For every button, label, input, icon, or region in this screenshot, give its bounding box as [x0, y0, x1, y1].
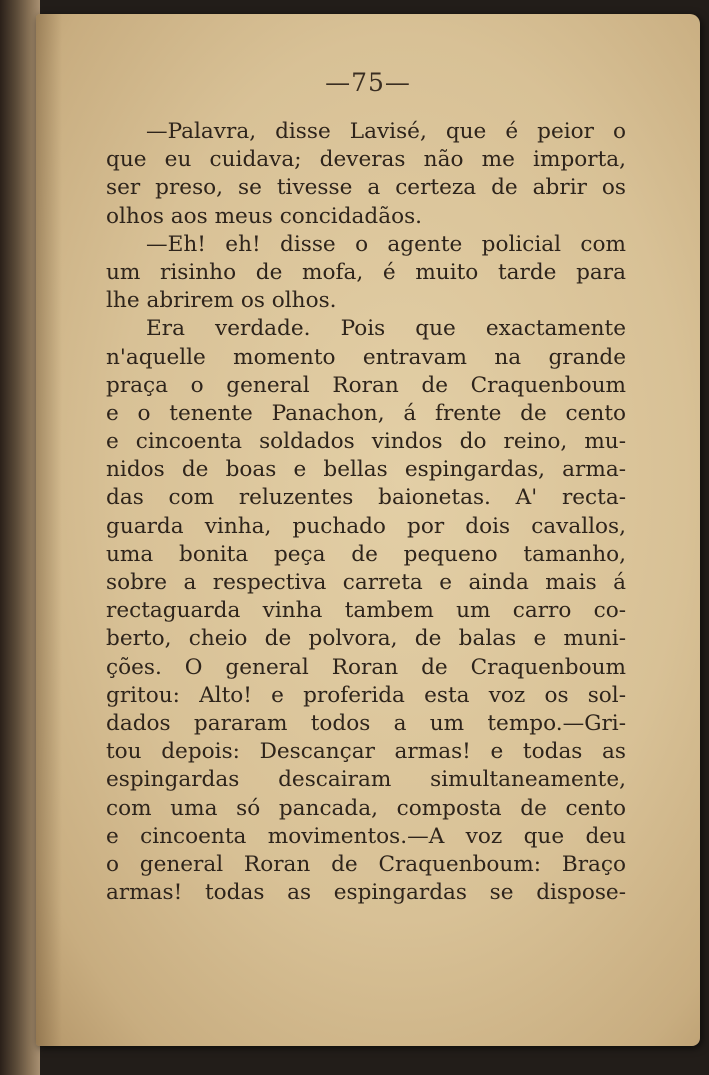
text-line: berto, cheio de polvora, de balas e muni- [106, 626, 626, 652]
text-line: que eu cuidava; deveras não me importa, [106, 147, 626, 173]
text-line: nidos de boas e bellas espingardas, arma- [106, 457, 626, 483]
text-line: gritou: Alto! e proferida esta voz os sol- [106, 682, 626, 708]
text-line: tou depois: Descançar armas! e todas as [106, 739, 626, 765]
text-line: lhe abrirem os olhos. [106, 288, 337, 314]
text-line: dados pararam todos a um tempo.—Gri- [106, 710, 626, 736]
text-line: olhos aos meus concidadãos. [106, 203, 423, 229]
text-line: armas! todas as espingardas se dispose- [106, 880, 626, 906]
text-line: e o tenente Panachon, á frente de cento [106, 400, 626, 426]
text-line: e cincoenta movimentos.—A voz que deu [106, 823, 626, 849]
text-line: Era verdade. Pois que exactamente [146, 316, 626, 342]
text-line: uma bonita peça de pequeno tamanho, [106, 541, 626, 567]
body-text [106, 118, 626, 907]
text-line: com uma só pancada, composta de cento [106, 795, 626, 821]
text-line: praça o general Roran de Craquenboum [106, 372, 626, 398]
text-line: guarda vinha, puchado por dois cavallos, [106, 513, 626, 539]
text-line: —Palavra, disse Lavisé, que é peior o [146, 119, 626, 144]
book-spine [0, 0, 40, 1075]
page-sheet [36, 14, 700, 1046]
text-line: sobre a respectiva carreta e ainda mais á [106, 570, 626, 595]
text-line: um risinho de mofa, é muito tarde para [106, 259, 626, 285]
page-number: —75— [325, 68, 411, 97]
text-line: das com reluzentes baionetas. A' recta- [106, 485, 626, 511]
text-line: o general Roran de Craquenboum: Braço [106, 851, 626, 877]
text-line: ções. O general Roran de Craquenboum [106, 654, 626, 680]
text-line: e cincoenta soldados vindos do reino, mu- [106, 429, 626, 455]
text-line: espingardas descairam simultaneamente, [106, 767, 626, 793]
text-line: rectaguarda vinha tambem um carro co- [106, 598, 626, 624]
text-line: n'aquelle momento entravam na grande [106, 344, 626, 370]
text-line: —Eh! eh! disse o agente policial com [146, 231, 626, 257]
text-line: ser preso, se tivesse a certeza de abrir os [106, 175, 626, 201]
